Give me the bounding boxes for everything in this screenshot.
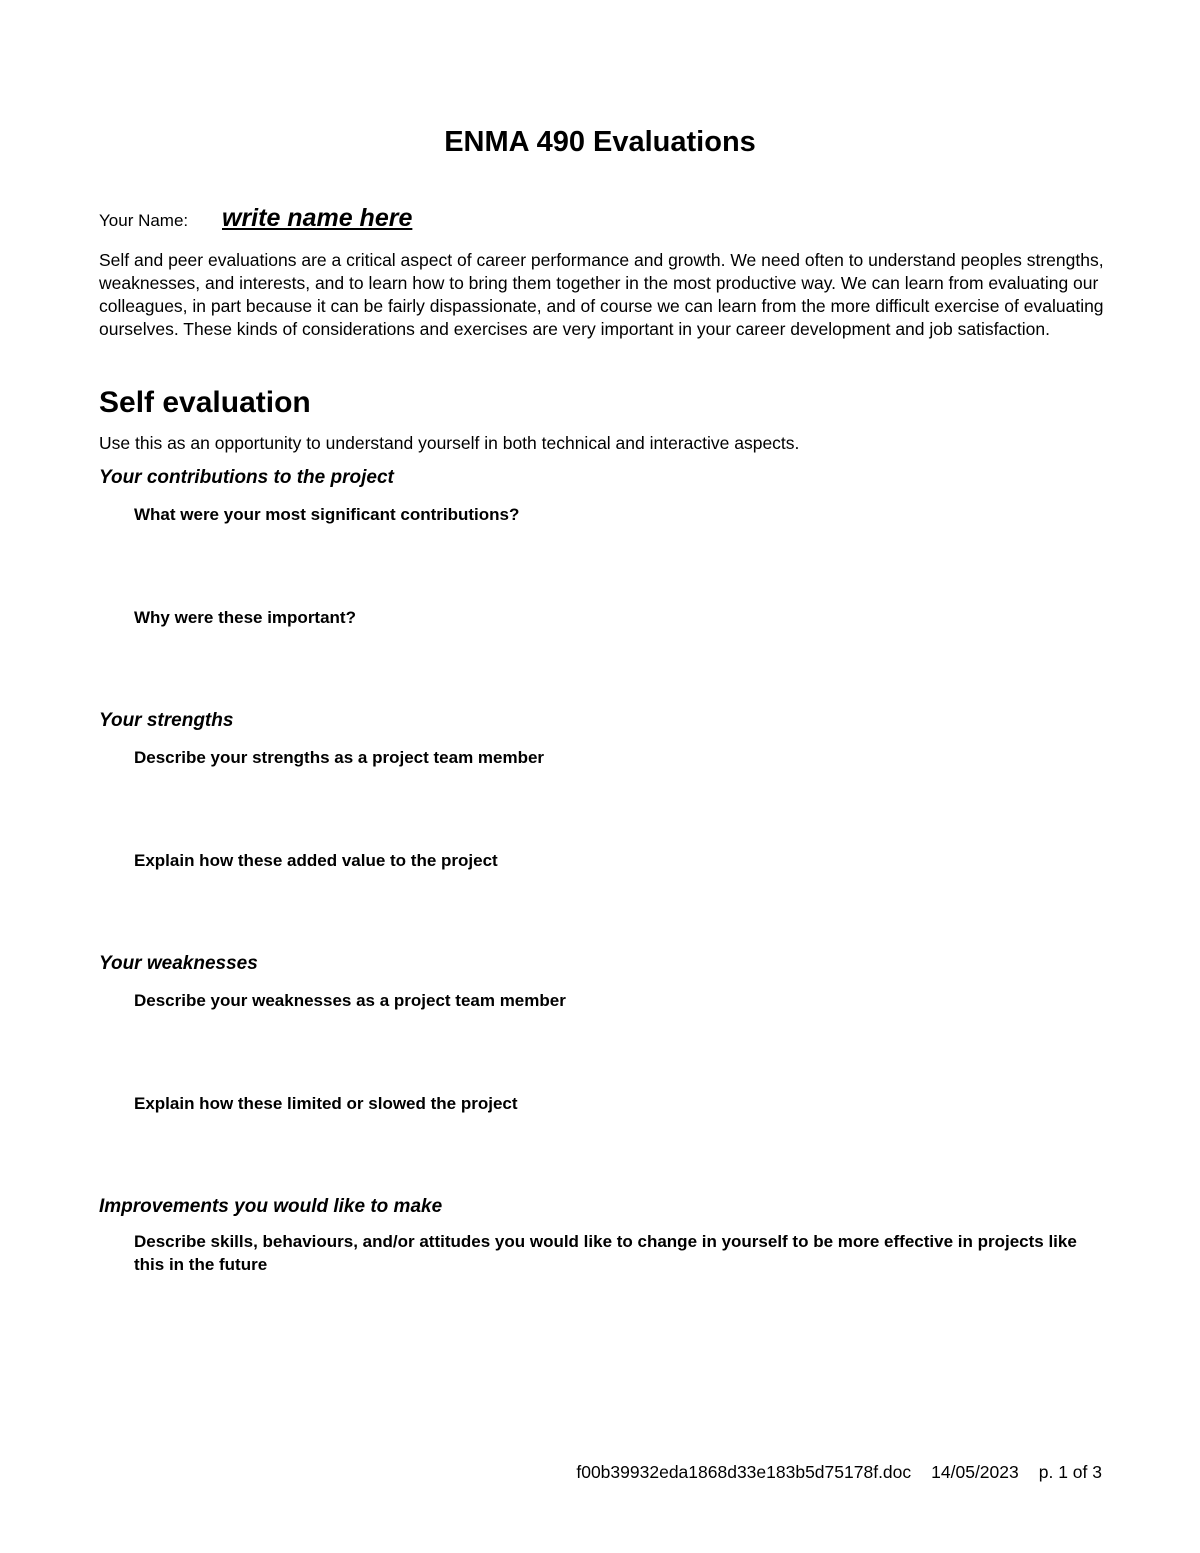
question-significant-contributions: What were your most significant contributions? xyxy=(134,505,520,524)
section-heading-contributions: Your contributions to the project xyxy=(99,467,394,488)
name-field[interactable]: write name here xyxy=(222,204,413,232)
question-describe-weaknesses: Describe your weaknesses as a project team member xyxy=(134,991,566,1010)
intro-paragraph: Self and peer evaluations are a critical aspect of career performance and growth. We need often to understand peoples strengths, weaknesses, and interests, and to learn how to bring them together in the most productive way. We can learn from evaluating our colleagues, in part because it can be fairly dispassionate, and of course we can learn from the more difficult exercise of evaluating ourselves. These kinds of considerations and exercises are very important in your career development and job satisfaction. xyxy=(99,250,1104,339)
name-label: Your Name: xyxy=(99,211,189,230)
self-evaluation-heading: Self evaluation xyxy=(99,386,311,419)
question-why-important: Why were these important? xyxy=(134,608,356,627)
page-footer xyxy=(576,1460,1102,1484)
name-row xyxy=(99,204,412,240)
section-heading-strengths: Your strengths xyxy=(99,710,234,731)
section-heading-weaknesses: Your weaknesses xyxy=(99,953,258,974)
footer-page-number: p. 1 of 3 xyxy=(1038,1462,1102,1482)
self-evaluation-intro: Use this as an opportunity to understand yourself in both technical and interactive aspects. xyxy=(99,433,800,453)
question-describe-strengths: Describe your strengths as a project team member xyxy=(134,748,545,767)
question-added-value: Explain how these added value to the project xyxy=(134,851,498,870)
footer-date: 14/05/2023 xyxy=(931,1462,1019,1482)
section-heading-improvements: Improvements you would like to make xyxy=(99,1196,443,1217)
question-limited-project: Explain how these limited or slowed the project xyxy=(134,1094,518,1113)
document-title: ENMA 490 Evaluations xyxy=(444,126,756,158)
question-describe-improvements: Describe skills, behaviours, and/or attitudes you would like to change in yourself to be more effective in projects like this in the future xyxy=(134,1232,1077,1274)
footer-filename: f00b39932eda1868d33e183b5d75178f.doc xyxy=(576,1462,912,1482)
